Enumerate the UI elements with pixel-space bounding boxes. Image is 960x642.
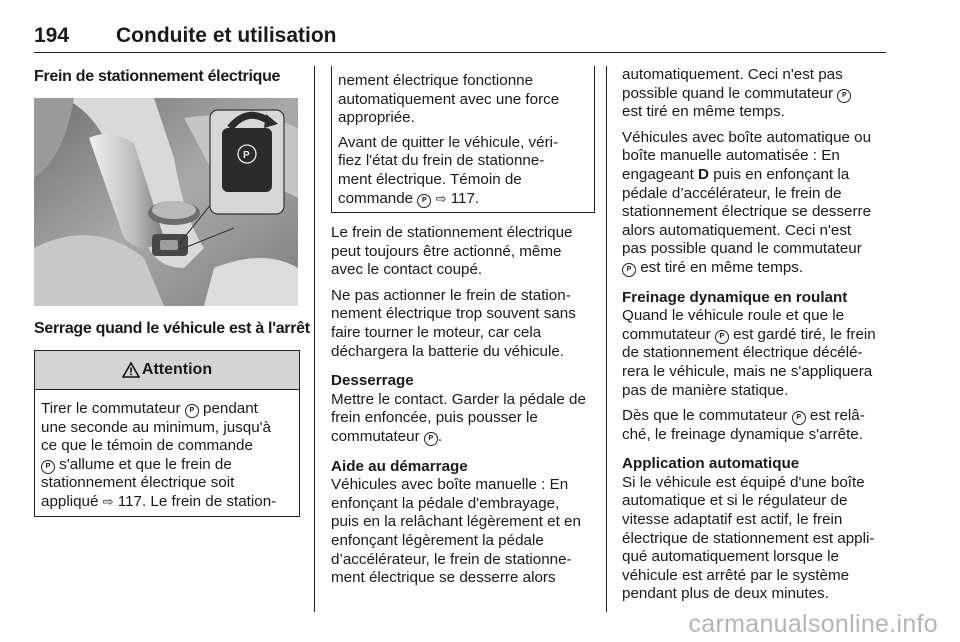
parking-brake-icon: P — [424, 432, 438, 446]
text-line: est relâ- — [805, 407, 865, 425]
text-line: est tiré en même temps. — [636, 258, 804, 276]
text-line: avec le contact coupé. — [331, 261, 483, 279]
text-line: de stationnement électrique décélé- — [622, 344, 863, 362]
warning-title: Attention — [141, 361, 213, 378]
watermark[interactable]: carmanualsonline.info — [688, 610, 938, 638]
text-line: une seconde au minimum, jusqu'à — [41, 418, 272, 436]
text-line: nement électrique trop souvent sans — [331, 305, 576, 323]
warning-header — [35, 350, 299, 390]
parking-brake-icon: P — [715, 330, 729, 344]
text-line: frein enfoncée, puis pousser le — [331, 409, 538, 427]
warning-box-continued — [331, 66, 595, 213]
text-line: qué automatiquement lorsque le — [622, 548, 839, 566]
text-line: nement électrique fonctionne — [338, 72, 534, 89]
right-column-text — [622, 66, 890, 611]
text-line: automatiquement avec une force — [338, 90, 560, 108]
text-line: automatique et si le régulateur de — [622, 492, 848, 510]
heading-application-automatique: Application automatique — [622, 455, 800, 473]
text-line: ché, le freinage dynamique s'arrête. — [622, 425, 863, 443]
text-line: pas possible quand le commutateur — [622, 240, 862, 258]
parking-brake-icon: P — [41, 460, 55, 474]
text-line: peut toujours être actionné, même — [331, 242, 562, 260]
text-line: pendant — [198, 400, 258, 417]
column-divider-right — [606, 66, 607, 612]
parking-brake-icon: P — [837, 89, 851, 103]
text-line: 117. — [446, 189, 480, 207]
text-line: vitesse adaptatif est actif, le frein — [622, 511, 843, 529]
text-line: ment électrique. Témoin de — [338, 170, 522, 188]
text-line: Véhicules avec boîte automatique ou — [622, 128, 872, 146]
text-line: alors automatiquement. Ceci n'est — [622, 221, 852, 239]
text-line: puis en enfonçant la — [708, 165, 850, 183]
page-number: 194 — [34, 24, 70, 47]
text-line: déchargera la batterie du véhicule. — [331, 342, 565, 360]
text-line: enfonçant la pédale d'embrayage, — [331, 494, 560, 512]
text-line: faire tourner le moteur, car cela — [331, 323, 542, 341]
parking-brake-icon: P — [792, 411, 806, 425]
text-line: Si le véhicule est équipé d'une boîte — [622, 473, 865, 491]
parking-brake-photo — [34, 98, 298, 306]
text-line: pendant plus de deux minutes. — [622, 585, 829, 603]
parking-brake-icon: P — [417, 194, 431, 208]
text-line: électrique de stationnement est appli- — [622, 529, 875, 547]
text-line: Ne pas actionner le frein de station- — [331, 286, 571, 304]
page-header — [34, 24, 886, 53]
section-title: Frein de stationnement électrique — [34, 68, 281, 85]
subsection-title: Serrage quand le véhicule est à l'arrêt — [34, 320, 310, 337]
parking-brake-icon: P — [622, 263, 636, 277]
warning-text — [35, 390, 299, 512]
reference-arrow-icon: ⇨ — [102, 493, 114, 509]
column-divider-left — [314, 66, 315, 612]
chapter-title: Conduite et utilisation — [116, 24, 337, 47]
text-line: . — [437, 427, 443, 445]
text-line: stationnement électrique se desserre — [622, 203, 872, 221]
heading-freinage-dynamique: Freinage dynamique en roulant — [622, 288, 848, 306]
text-line: automatiquement. Ceci n'est pas — [622, 66, 843, 83]
text-line: appropriée. — [338, 109, 415, 127]
text-line: Mettre le contact. Garder la pédale de — [331, 390, 586, 408]
text-line: est gardé tiré, le frein — [728, 325, 876, 343]
text-line: commutateur — [331, 427, 424, 445]
parking-brake-icon: P — [185, 404, 199, 418]
text-line: engageant — [622, 165, 699, 183]
text-line: appliqué — [41, 492, 103, 510]
text-line: boîte manuelle automatisée : En — [622, 147, 840, 165]
text-line: commutateur — [622, 325, 715, 343]
text-line: Quand le véhicule roule et que le — [622, 307, 845, 325]
console-illustration — [34, 98, 298, 306]
middle-column-text — [331, 224, 599, 595]
text-line: ment électrique se desserre alors — [331, 569, 556, 587]
text-line: ce que le témoin de commande — [41, 437, 253, 455]
text-line: Tirer le commutateur — [41, 400, 181, 417]
heading-desserrage: Desserrage — [331, 372, 414, 390]
text-line: commande — [338, 189, 418, 207]
text-line: pédale d’accélérateur, le frein de — [622, 184, 842, 202]
gear-d-label: D — [698, 165, 709, 183]
text-line: stationnement électrique soit — [41, 474, 235, 492]
warning-triangle-icon — [122, 362, 140, 378]
text-line: puis en la relâchant légèrement et en — [331, 513, 581, 531]
heading-aide-demarrage: Aide au démarrage — [331, 457, 468, 475]
svg-text:P: P — [243, 150, 250, 161]
text-line: rera le véhicule, mais ne s'appliquera — [622, 362, 873, 380]
text-line: fiez l'état du frein de stationne- — [338, 152, 545, 170]
text-line: est tiré en même temps. — [622, 103, 785, 121]
text-line: s'allume et que le frein de — [55, 455, 232, 473]
text-line: d’accélérateur, le frein de stationne- — [331, 550, 572, 568]
text-line: possible quand le commutateur — [622, 84, 838, 102]
text-line: Avant de quitter le véhicule, véri- — [338, 133, 559, 151]
text-line: Le frein de stationnement électrique — [331, 224, 573, 241]
text-line: pas de manière statique. — [622, 381, 789, 399]
text-line: Véhicules avec boîte manuelle : En — [331, 476, 569, 494]
reference-arrow-icon: ⇨ — [435, 190, 447, 206]
text-line: Dès que le commutateur — [622, 407, 792, 425]
text-line: véhicule est arrêté par le système — [622, 566, 850, 584]
warning-box — [34, 350, 300, 517]
text-line: 117. Le frein de station- — [113, 492, 277, 510]
text-line: enfonçant légèrement la pédale — [331, 531, 544, 549]
